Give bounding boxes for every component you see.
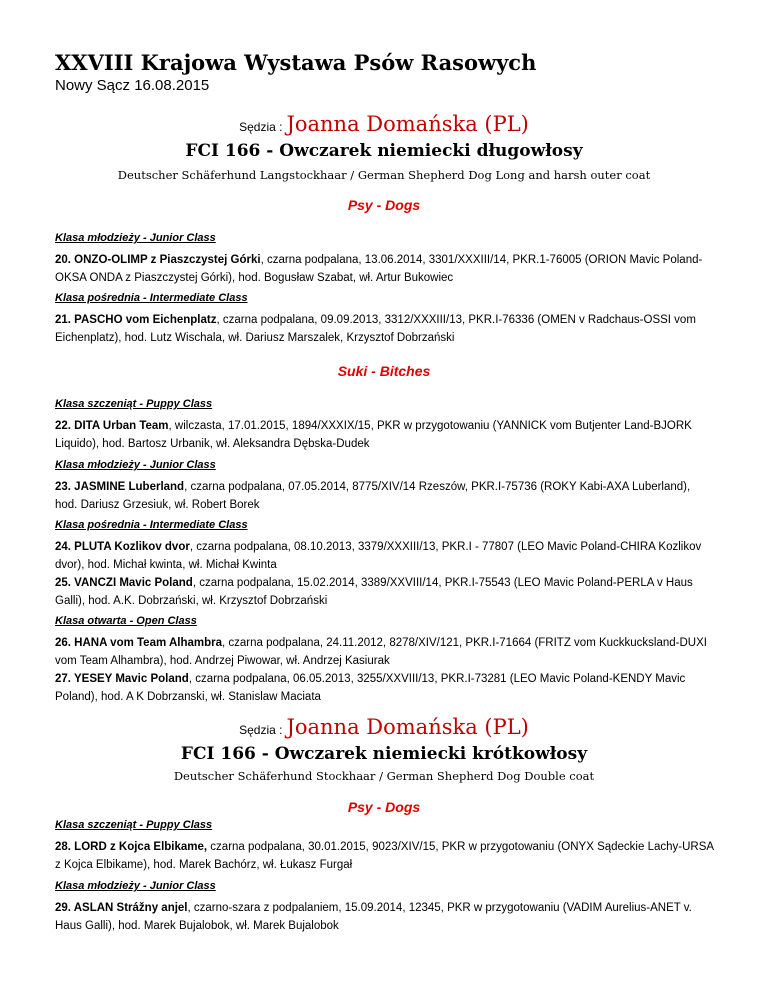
entry xyxy=(55,574,715,610)
class-heading: Klasa pośrednia - Intermediate Class xyxy=(55,519,248,531)
entry xyxy=(55,634,715,670)
class-heading: Klasa szczeniąt - Puppy Class xyxy=(55,398,213,410)
entry xyxy=(55,417,715,453)
section-heading-dogs: Psy - Dogs xyxy=(347,197,421,213)
entry-name: 20. ONZO-OLIMP z Piaszczystej Górki xyxy=(55,254,261,266)
breed-subtitle: Deutscher Schäferhund Stockhaar / German Shepherd Dog Double coat xyxy=(173,769,595,783)
entry-details: , czarna podpalana, 06.05.2013, 3255/XXVIII/13, PKR.I-73281 (LEO Mavic Poland-KENDY Mavic Poland), hod. A K Dobrzanski, wł. Stanislaw Maciata xyxy=(55,673,686,703)
entry-name: 21. PASCHO vom Eichenplatz xyxy=(55,314,217,326)
entry-name: 28. LORD z Kojca Elbikame, xyxy=(55,841,208,853)
entry xyxy=(55,251,715,287)
class-heading: Klasa młodzieży - Junior Class xyxy=(55,880,216,892)
entry-name: 29. ASLAN Strážny anjel xyxy=(55,902,188,914)
class-heading: Klasa pośrednia - Intermediate Class xyxy=(55,292,248,304)
entry-details: , wilczasta, 17.01.2015, 1894/XXXIX/15, PKR w przygotowaniu (YANNICK vom Butjenter Land-BJORK Liquido), hod. Bartosz Urbanik, wł. Aleksandra Dębska-Dudek xyxy=(55,420,692,450)
entry xyxy=(55,538,715,574)
entry xyxy=(55,838,715,874)
entry-details: czarna podpalana, 30.01.2015, 9023/XIV/15, PKR w przygotowaniu (ONYX Sądeckie Lachy-URSA z Kojca Elbikame), hod. Marek Bachórz, wł. Łukasz Furgał xyxy=(55,841,714,871)
entry-name: 26. HANA vom Team Alhambra xyxy=(55,637,223,649)
entry-name: 23. JASMINE Luberland xyxy=(55,481,185,493)
entry-details: , czarno-szara z podpalaniem, 15.09.2014, 12345, PKR w przygotowaniu (VADIM Aurelius-ANET v. Haus Galli), hod. Marek Bujalobok, wł. Marek Bujalobok xyxy=(55,902,692,932)
breed-title: FCI 166 - Owczarek niemiecki krótkowłosy xyxy=(180,744,588,764)
entry-details: , czarna podpalana, 07.05.2014, 8775/XIV/14 Rzeszów, PKR.I-75736 (ROKY Kabi-AXA Luberland), hod. Dariusz Grzesiuk, wł. Robert Borek xyxy=(55,481,691,511)
entry-details: , czarna podpalana, 08.10.2013, 3379/XXXIII/13, PKR.I - 77807 (LEO Mavic Poland-CHIRA Kozlikov dvor), hod. Michał kwinta, wł. Michał Kwinta xyxy=(55,541,702,571)
section-heading-dogs: Psy - Dogs xyxy=(347,799,421,815)
class-heading: Klasa szczeniąt - Puppy Class xyxy=(55,819,213,831)
class-heading: Klasa otwarta - Open Class xyxy=(55,615,197,627)
entry xyxy=(55,311,715,347)
section-heading-bitches: Suki - Bitches xyxy=(337,363,431,379)
entry-name: 25. VANCZI Mavic Poland xyxy=(55,577,193,589)
entry xyxy=(55,478,715,514)
entry-details: , czarna podpalana, 09.09.2013, 3312/XXXIII/13, PKR.I-76336 (OMEN v Radchaus-OSSI vom Eichenplatz), hod. Lutz Wischala, wł. Dariusz Marszalek, Krzysztof Dobrzański xyxy=(55,314,696,344)
class-heading: Klasa młodzieży - Junior Class xyxy=(55,459,216,471)
entry-details: , czarna podpalana, 15.02.2014, 3389/XXVIII/14, PKR.I-75543 (LEO Mavic Poland-PERLA v Haus Galli), hod. A.K. Dobrzański, wł. Krzysztof Dobrzański xyxy=(55,577,693,607)
entry-name: 27. YESEY Mavic Poland xyxy=(55,673,189,685)
class-heading: Klasa młodzieży - Junior Class xyxy=(55,232,216,244)
entry xyxy=(55,899,715,935)
entry-name: 24. PLUTA Kozlikov dvor xyxy=(55,541,190,553)
page-title: XXVIII Krajowa Wystawa Psów Rasowych xyxy=(55,50,537,75)
breed-subtitle: Deutscher Schäferhund Langstockhaar / German Shepherd Dog Long and harsh outer coat xyxy=(117,168,651,182)
entry-details: , czarna podpalana, 24.11.2012, 8278/XIV/121, PKR.I-71664 (FRITZ vom Kuckkucksland-DUXI vom Team Alhambra), hod. Andrzej Piwowar, wł. Andrzej Kasiurak xyxy=(55,637,707,667)
judge-label: Sędzia : xyxy=(239,723,283,737)
judge-line xyxy=(0,112,768,136)
judge-label: Sędzia : xyxy=(239,120,283,134)
judge-name: Joanna Domańska (PL) xyxy=(286,112,529,136)
judge-name: Joanna Domańska (PL) xyxy=(286,715,529,739)
entry-details: , czarna podpalana, 13.06.2014, 3301/XXXIII/14, PKR.1-76005 (ORION Mavic Poland-OKSA ONDA z Piaszczystej Górki), hod. Bogusław Szabat, wł. Artur Bukowiec xyxy=(55,254,703,284)
judge-line xyxy=(0,715,768,739)
entry-name: 22. DITA Urban Team xyxy=(55,420,169,432)
breed-title: FCI 166 - Owczarek niemiecki długowłosy xyxy=(185,141,583,161)
page-subtitle: Nowy Sącz 16.08.2015 xyxy=(55,77,210,94)
entry xyxy=(55,670,715,706)
